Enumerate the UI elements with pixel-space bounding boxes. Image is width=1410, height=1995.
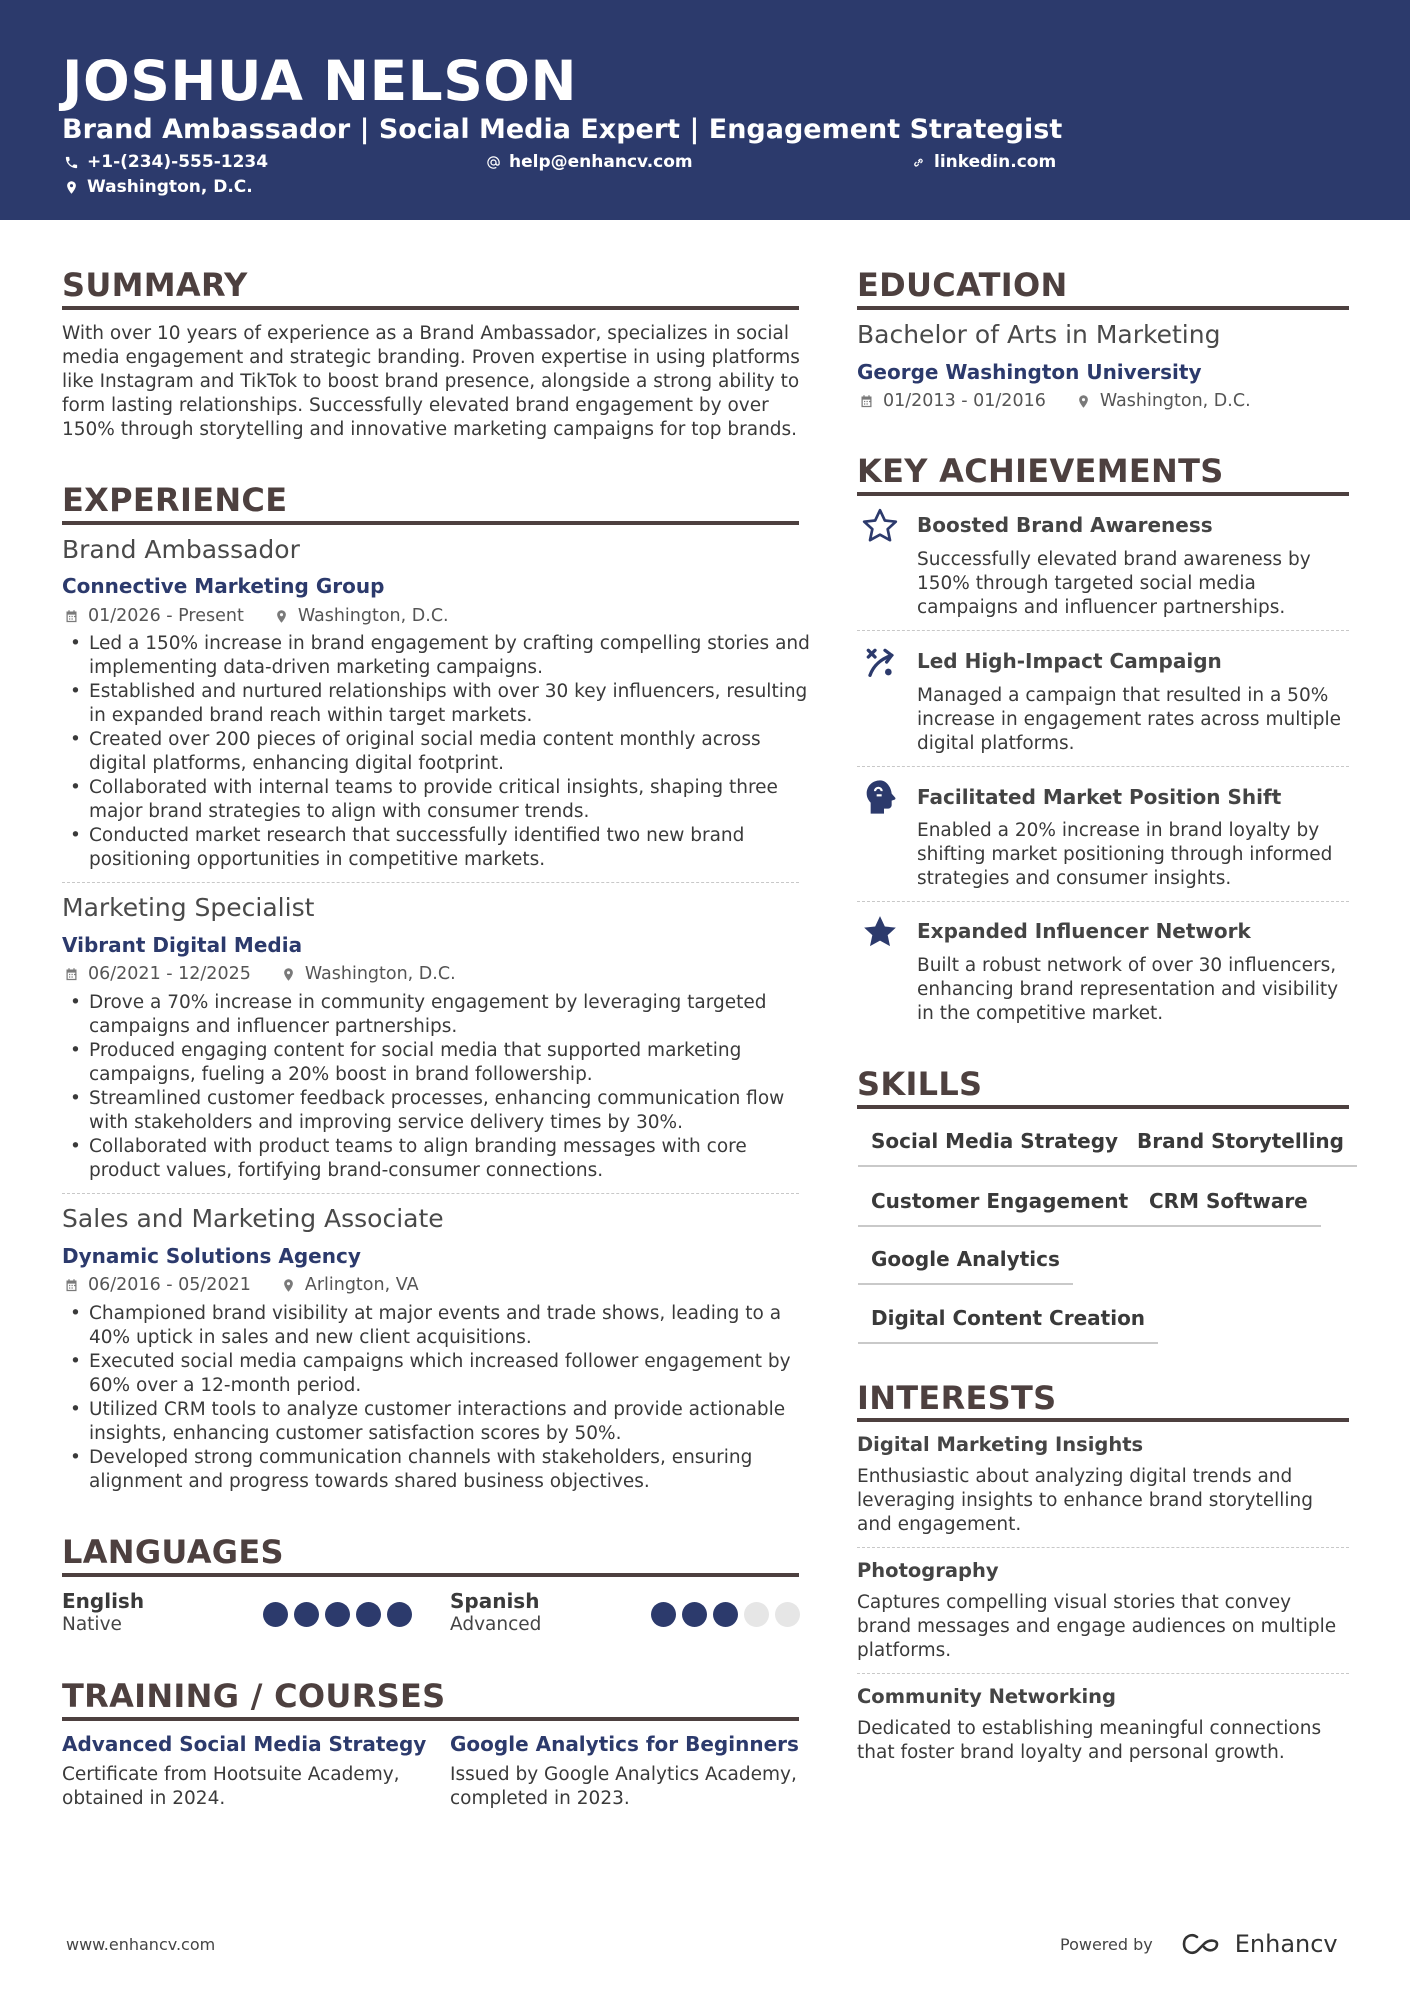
interest-desc: Enthusiastic about analyzing digital trends and leveraging insights to enhance brand storytelling and engagement. <box>857 1466 1314 1535</box>
job-dates: 01/2026 - Present <box>88 606 244 626</box>
bullet-item: • Led a 150% increase in brand engagement by crafting compelling stories and implementing data-driven marketing campaigns. <box>62 632 814 680</box>
job-location: Washington, D.C. <box>297 606 449 626</box>
job-dates: 06/2021 - 12/2025 <box>88 964 251 984</box>
rating-dot-filled <box>294 1602 319 1627</box>
linkedin-text: linkedin.com <box>934 152 1057 172</box>
bullet-item: • Executed social media campaigns which increased follower engagement by 60% over a 12-month period. <box>62 1350 814 1398</box>
skill-tag: Social Media Strategy <box>858 1128 1131 1167</box>
job-location: Arlington, VA <box>304 1275 419 1295</box>
divider <box>857 901 1349 902</box>
interests-rule <box>857 1418 1349 1422</box>
job-role: Sales and Marketing Associate <box>62 1204 444 1233</box>
calendar-icon <box>64 1278 79 1293</box>
job-bullets <box>62 1302 814 1494</box>
enhancv-logo[interactable] <box>1181 1930 1338 1958</box>
experience-heading: EXPERIENCE <box>62 481 288 519</box>
resume-header <box>0 0 1410 220</box>
summary-rule <box>62 306 799 310</box>
bullet-item: • Conducted market research that successfully identified two new brand positioning opportunities in competitive markets. <box>62 824 814 872</box>
rating-dot-empty <box>775 1602 800 1627</box>
job-company: Dynamic Solutions Agency <box>62 1244 361 1268</box>
location-pin-icon <box>274 609 289 624</box>
education-heading: EDUCATION <box>857 266 1068 304</box>
course-desc: Issued by Google Analytics Academy, completed in 2023. <box>450 1764 797 1809</box>
language-rating <box>263 1602 412 1627</box>
contact-location <box>64 176 253 198</box>
strategy-icon <box>860 642 900 682</box>
job-role: Brand Ambassador <box>62 535 300 564</box>
achievement-desc: Built a robust network of over 30 influencers, enhancing brand representation and visibility in the competitive market. <box>917 955 1339 1024</box>
divider <box>62 1193 799 1194</box>
divider <box>857 766 1349 767</box>
training-heading: TRAINING / COURSES <box>62 1677 446 1715</box>
powered-by-text: Powered by <box>1060 1934 1153 1954</box>
achievement-desc: Managed a campaign that resulted in a 50% increase in engagement rates across multiple digital platforms. <box>917 685 1342 754</box>
skill-tag: Digital Content Creation <box>858 1305 1158 1344</box>
bullet-item: • Established and nurtured relationships with over 30 key influencers, resulting in expanded brand reach within target markets. <box>62 680 814 728</box>
job-role: Marketing Specialist <box>62 893 315 922</box>
job-meta <box>64 1274 419 1296</box>
skill-tag: CRM Software <box>1136 1188 1321 1227</box>
calendar-icon <box>859 394 874 409</box>
star-filled-icon <box>860 912 900 952</box>
bullet-item: • Produced engaging content for social media that supported marketing campaigns, fueling a 20% boost in brand followership. <box>62 1039 814 1087</box>
job-dates: 06/2016 - 05/2021 <box>88 1275 251 1295</box>
achievement-desc: Enabled a 20% increase in brand loyalty by shifting market positioning through informed strategies and consumer insights. <box>917 820 1333 889</box>
bullet-item: • Created over 200 pieces of original social media content monthly across digital platforms, enhancing digital footprint. <box>62 728 814 776</box>
education-meta <box>859 390 1251 412</box>
rating-dot-filled <box>651 1602 676 1627</box>
footer-branding <box>1060 1930 1338 1958</box>
footer-website[interactable]: www.enhancv.com <box>66 1935 216 1954</box>
candidate-title: Brand Ambassador | Social Media Expert | Engagement Strategist <box>62 114 1063 145</box>
candidate-name: JOSHUA NELSON <box>62 49 578 113</box>
interest-title: Community Networking <box>857 1685 1117 1708</box>
brand-name: Enhancv <box>1234 1930 1338 1958</box>
interest-title: Photography <box>857 1559 999 1582</box>
enhancv-logo-icon <box>1181 1933 1227 1955</box>
location-text: Washington, D.C. <box>87 177 253 197</box>
divider <box>857 1673 1349 1674</box>
contact-linkedin[interactable] <box>911 151 1056 173</box>
job-bullets <box>62 991 814 1183</box>
head-brain-icon <box>860 777 900 817</box>
course-title: Google Analytics for Beginners <box>450 1732 799 1756</box>
calendar-icon <box>64 609 79 624</box>
education-location: Washington, D.C. <box>1099 391 1251 411</box>
achievement-title: Expanded Influencer Network <box>917 919 1251 943</box>
phone-text: +1-(234)-555-1234 <box>87 152 269 172</box>
language-level: Native <box>62 1614 122 1635</box>
language-rating <box>651 1602 800 1627</box>
job-meta <box>64 605 449 627</box>
job-bullets <box>62 632 814 872</box>
training-rule <box>62 1717 799 1721</box>
language-level: Advanced <box>450 1614 542 1635</box>
interests-heading: INTERESTS <box>857 1379 1057 1417</box>
course-desc: Certificate from Hootsuite Academy, obtained in 2024. <box>62 1764 400 1809</box>
skills-rule <box>857 1105 1349 1109</box>
education-rule <box>857 306 1349 310</box>
achievements-heading: KEY ACHIEVEMENTS <box>857 452 1224 490</box>
location-pin-icon <box>281 967 296 982</box>
education-degree: Bachelor of Arts in Marketing <box>857 320 1221 349</box>
location-pin-icon <box>1076 394 1091 409</box>
link-icon <box>911 155 926 170</box>
achievement-desc: Successfully elevated brand awareness by 150% through targeted social media campaigns and influencer partnerships. <box>917 549 1311 618</box>
summary-heading: SUMMARY <box>62 266 248 304</box>
interest-desc: Dedicated to establishing meaningful connections that foster brand loyalty and personal growth. <box>857 1718 1322 1763</box>
divider <box>857 630 1349 631</box>
interest-desc: Captures compelling visual stories that convey brand messages and engage audiences on multiple platforms. <box>857 1592 1337 1661</box>
divider <box>62 882 799 883</box>
job-location: Washington, D.C. <box>304 964 456 984</box>
interest-title: Digital Marketing Insights <box>857 1433 1144 1456</box>
job-company: Connective Marketing Group <box>62 574 385 598</box>
contact-email[interactable] <box>486 151 693 173</box>
achievement-title: Facilitated Market Position Shift <box>917 785 1282 809</box>
divider <box>857 1547 1349 1548</box>
achievement-title: Boosted Brand Awareness <box>917 513 1213 537</box>
education-school: George Washington University <box>857 360 1202 384</box>
skill-tag: Google Analytics <box>858 1246 1073 1285</box>
rating-dot-filled <box>263 1602 288 1627</box>
bullet-item: • Collaborated with internal teams to provide critical insights, shaping three major brand strategies to align with consumer trends. <box>62 776 814 824</box>
course-title: Advanced Social Media Strategy <box>62 1732 427 1756</box>
job-meta <box>64 963 456 985</box>
bullet-item: • Drove a 70% increase in community engagement by leveraging targeted campaigns and influencer partnerships. <box>62 991 814 1039</box>
calendar-icon <box>64 967 79 982</box>
rating-dot-filled <box>713 1602 738 1627</box>
rating-dot-filled <box>356 1602 381 1627</box>
star-outline-icon <box>860 506 900 546</box>
location-pin-icon <box>281 1278 296 1293</box>
language-name: English <box>62 1589 145 1613</box>
rating-dot-filled <box>682 1602 707 1627</box>
languages-rule <box>62 1573 799 1577</box>
rating-dot-filled <box>325 1602 350 1627</box>
achievement-title: Led High-Impact Campaign <box>917 649 1222 673</box>
location-pin-icon <box>64 180 79 195</box>
rating-dot-filled <box>387 1602 412 1627</box>
at-icon <box>486 155 501 170</box>
languages-heading: LANGUAGES <box>62 1533 284 1571</box>
skill-tag: Customer Engagement <box>858 1188 1141 1227</box>
bullet-item: • Championed brand visibility at major events and trade shows, leading to a 40% uptick in sales and new client acquisitions. <box>62 1302 814 1350</box>
job-company: Vibrant Digital Media <box>62 933 303 957</box>
rating-dot-empty <box>744 1602 769 1627</box>
education-dates: 01/2013 - 01/2016 <box>883 391 1046 411</box>
bullet-item: • Utilized CRM tools to analyze customer interactions and provide actionable insights, enhancing customer satisfaction scores by 50%. <box>62 1398 814 1446</box>
summary-text: With over 10 years of experience as a Brand Ambassador, specializes in social media engagement and strategic branding. Proven expertise in using platforms like Instagram and TikTok to boost brand presence, alongside a strong ability to form lasting relationships. Successfully elevated brand engagement by over 150% through storytelling and innovative marketing campaigns for top brands. <box>62 323 800 440</box>
skill-tag: Brand Storytelling <box>1124 1128 1357 1167</box>
email-text: help@enhancv.com <box>509 152 693 172</box>
skills-heading: SKILLS <box>857 1065 983 1103</box>
language-name: Spanish <box>450 1589 540 1613</box>
bullet-item: • Collaborated with product teams to align branding messages with core product values, fortifying brand-consumer connections. <box>62 1135 814 1183</box>
contact-phone[interactable] <box>64 151 268 173</box>
achievements-rule <box>857 492 1349 496</box>
experience-rule <box>62 521 799 525</box>
bullet-item: • Streamlined customer feedback processes, enhancing communication flow with stakeholders and improving service delivery times by 30%. <box>62 1087 814 1135</box>
bullet-item: • Developed strong communication channels with stakeholders, ensuring alignment and progress towards shared business objectives. <box>62 1446 814 1494</box>
phone-icon <box>64 155 79 170</box>
